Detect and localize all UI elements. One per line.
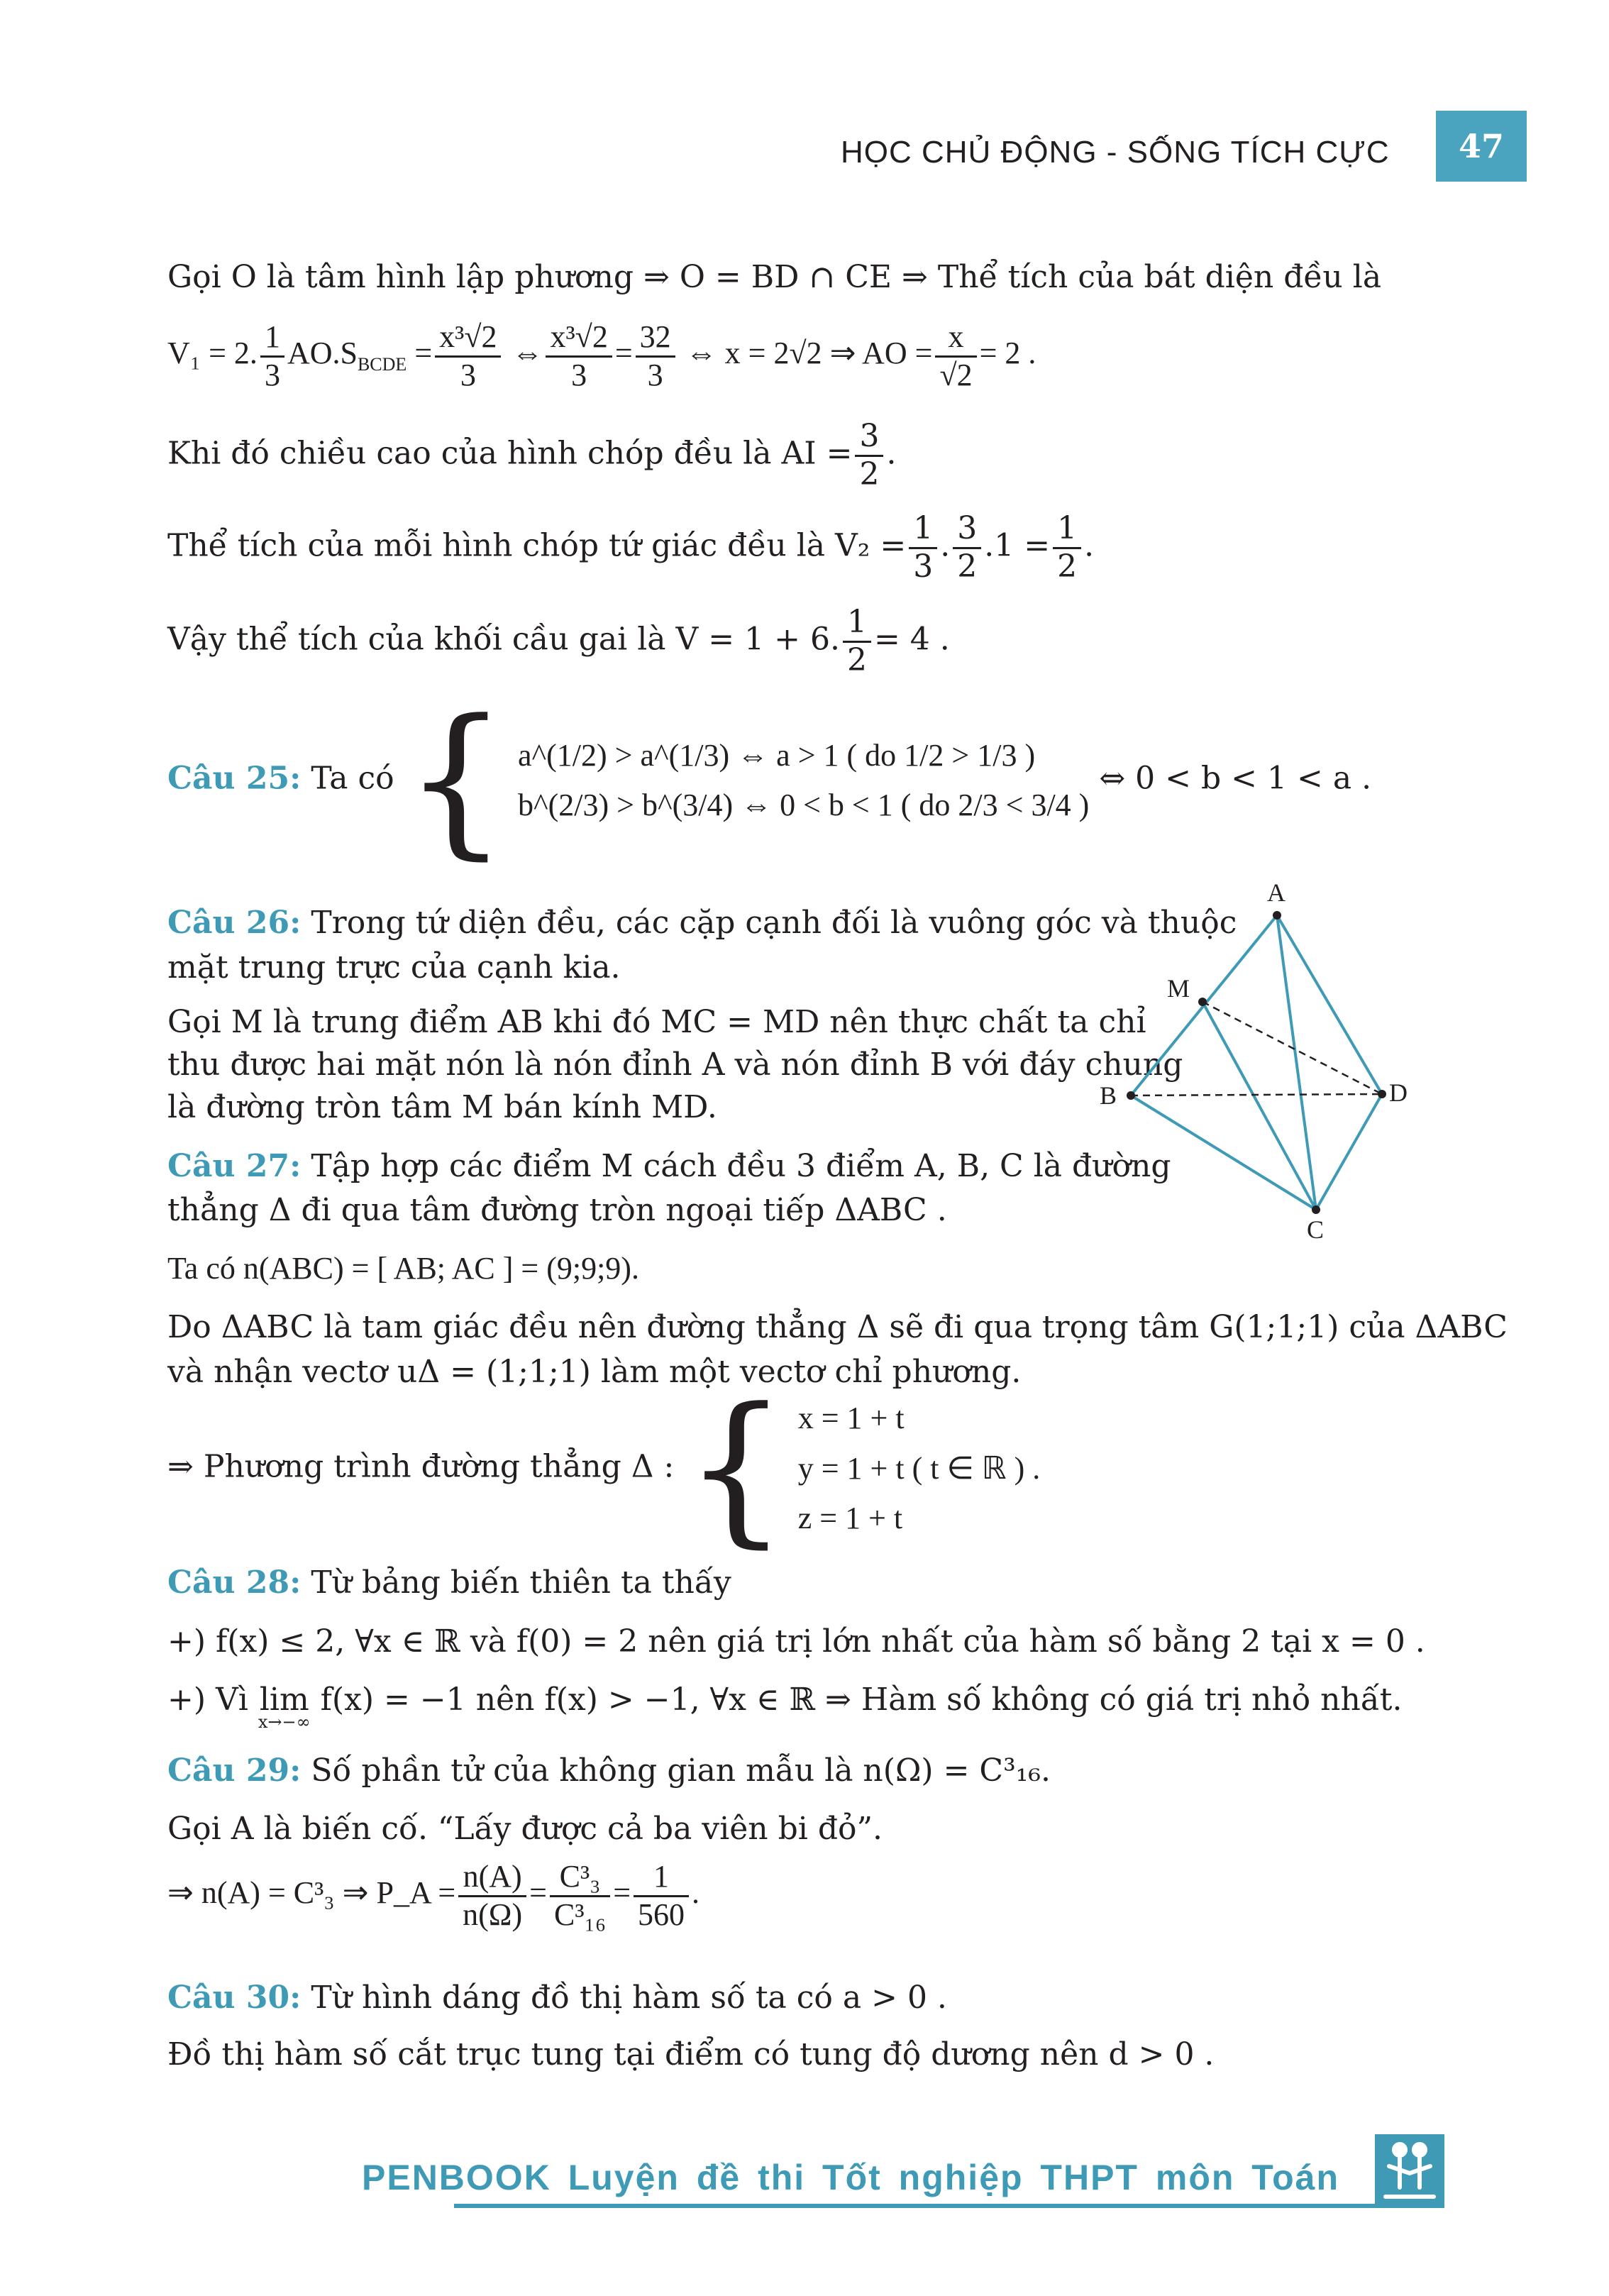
question-29-line-1: Gọi A là biến cố. “Lấy được cả ba viên bi đỏ”.: [167, 1811, 883, 1847]
question-26-line-2: mặt trung trực của cạnh kia.: [167, 949, 621, 986]
question-29: Câu 29: Số phần tử của không gian mẫu là n(Ω) = C³₁₆.: [167, 1753, 1051, 1789]
point-m: [1198, 998, 1207, 1006]
edge-mc: [1202, 1002, 1316, 1210]
edge-ad: [1277, 915, 1382, 1094]
q25-row-1: a^(1/2) > a^(1/3) ⇔ a > 1 ( do 1/2 > 1/3 ): [517, 737, 1036, 773]
edge-dc: [1316, 1094, 1382, 1210]
label-c: C: [1307, 1215, 1325, 1244]
question-30-line-1: Đồ thị hàm số cắt trục tung tại điểm có tung độ dương nên d > 0 .: [167, 2036, 1215, 2073]
paragraph-3: Thể tích của mỗi hình chóp tứ giác đều là V₂ = $\frac{1}{3}$ . $\frac{3}{2}$ .1 = $\frac{1}{2}$ .: [167, 510, 1095, 585]
label-d: D: [1389, 1078, 1408, 1107]
edge-ac: [1277, 915, 1316, 1210]
equation-v1: V₁ = 2. $\frac{1}{3}$ $AO.S_{BCDE}$ = $\frac{\text{x³√2}}{3}$ ⇔ $\frac{\text{x³√2}}{3}$ = $\frac{32}{3}$ ⇔ x = 2√2 ⇒ AO = $\frac{x}{√2}$ = 2 .: [167, 319, 1036, 392]
question-30: Câu 30: Từ hình dáng đồ thị hàm số ta có a > 0 .: [167, 1980, 947, 2016]
running-header: HỌC CHỦ ĐỘNG - SỐNG TÍCH CỰC: [841, 135, 1390, 170]
page-number: 47: [1436, 111, 1527, 182]
label-a: A: [1267, 880, 1285, 907]
paragraph-2: Khi đó chiều cao của hình chóp đều là AI = $\frac{3}{2}$ .: [167, 418, 897, 492]
edge-bc: [1131, 1095, 1316, 1210]
question-27-line-2: thẳng Δ đi qua tâm đường tròn ngoại tiếp ΔABC .: [167, 1192, 947, 1228]
question-26-line-1: Câu 26: Trong tứ diện đều, các cặp cạnh đối là vuông góc và thuộc: [167, 905, 1237, 941]
point-b: [1127, 1091, 1135, 1100]
point-a: [1273, 911, 1281, 920]
question-27-line-4: Do ΔABC là tam giác đều nên đường thẳng Δ sẽ đi qua trọng tâm G(1;1;1) của ΔABC: [167, 1309, 1508, 1345]
edge-bd-hidden: [1131, 1094, 1382, 1095]
point-d: [1378, 1090, 1386, 1098]
label-b: B: [1100, 1081, 1117, 1110]
question-26-line-3: Gọi M là trung điểm AB khi đó MC = MD nên thực chất ta chỉ: [167, 1004, 1146, 1040]
footer-rule: [454, 2204, 1376, 2208]
label-m: M: [1167, 974, 1190, 1003]
point-c: [1312, 1205, 1320, 1214]
paragraph-4: Vậy thể tích của khối cầu gai là V = 1 + 6. $\frac{1}{2}$ = 4 .: [167, 604, 950, 678]
question-27-line-5: và nhận vectơ uΔ = (1;1;1) làm một vectơ chỉ phương.: [167, 1354, 1022, 1390]
question-28: Câu 28: Từ bảng biến thiên ta thấy: [167, 1564, 731, 1601]
question-28-line-1: +) f(x) ≤ 2, ∀x ∈ ℝ và f(0) = 2 nên giá trị lớn nhất của hàm số bằng 2 tại x = 0 .: [167, 1623, 1425, 1660]
question-26-line-4: thu được hai mặt nón là nón đỉnh A và nón đỉnh B với đáy chung: [167, 1047, 1183, 1083]
question-25: Câu 25: Ta có { a^(1/2) > a^(1/3) ⇔ a > 1 ( do 1/2 > 1/3 ) b^(2/3) > b^(3/4) ⇔ 0 < b < 1 ( do 2/3 < 3/4 ) ⇔ 0 < b < 1 < a .: [167, 685, 1372, 875]
question-27-system: ⇒ Phương trình đường thẳng Δ : { x = 1 + t y = 1 + t ( t ∈ ℝ ) . z = 1 + t: [167, 1374, 1041, 1563]
penbook-logo-icon: [1375, 2134, 1444, 2208]
footer-title: PENBOOK Luyện đề thi Tốt nghiệp THPT môn Toán: [362, 2158, 1340, 2197]
question-26-line-5: là đường tròn tâm M bán kính MD.: [167, 1089, 717, 1125]
question-27-line-3: Ta có n(ABC) = [ AB; AC ] = (9;9;9).: [167, 1251, 639, 1286]
paragraph-1: Gọi O là tâm hình lập phương ⇒ O = BD ∩ CE ⇒ Thể tích của bát diện đều là: [167, 259, 1382, 295]
q25-row-2: b^(2/3) > b^(3/4) ⇔ 0 < b < 1 ( do 2/3 < 3/4 ): [517, 788, 1090, 822]
question-28-line-2: +) Vì lim x→−∞ f(x) = −1 nên f(x) > −1, ∀x ∈ ℝ ⇒ Hàm số không có giá trị nhỏ nhất.: [167, 1682, 1403, 1732]
question-27-line-1: Câu 27: Tập hợp các điểm M cách đều 3 điểm A, B, C là đường: [167, 1148, 1171, 1184]
question-29-line-2: ⇒ n(A) = C³₃ ⇒ P_A = $\frac{n(A)}{n(\Omega)}$ = $\frac{\text{C³₃}}{\text{C³₁₆}}$ = $\frac{1}{560}$ .: [167, 1859, 700, 1932]
tetrahedron-figure: [1085, 880, 1483, 1263]
question-25-label: Câu 25:: [167, 760, 302, 797]
